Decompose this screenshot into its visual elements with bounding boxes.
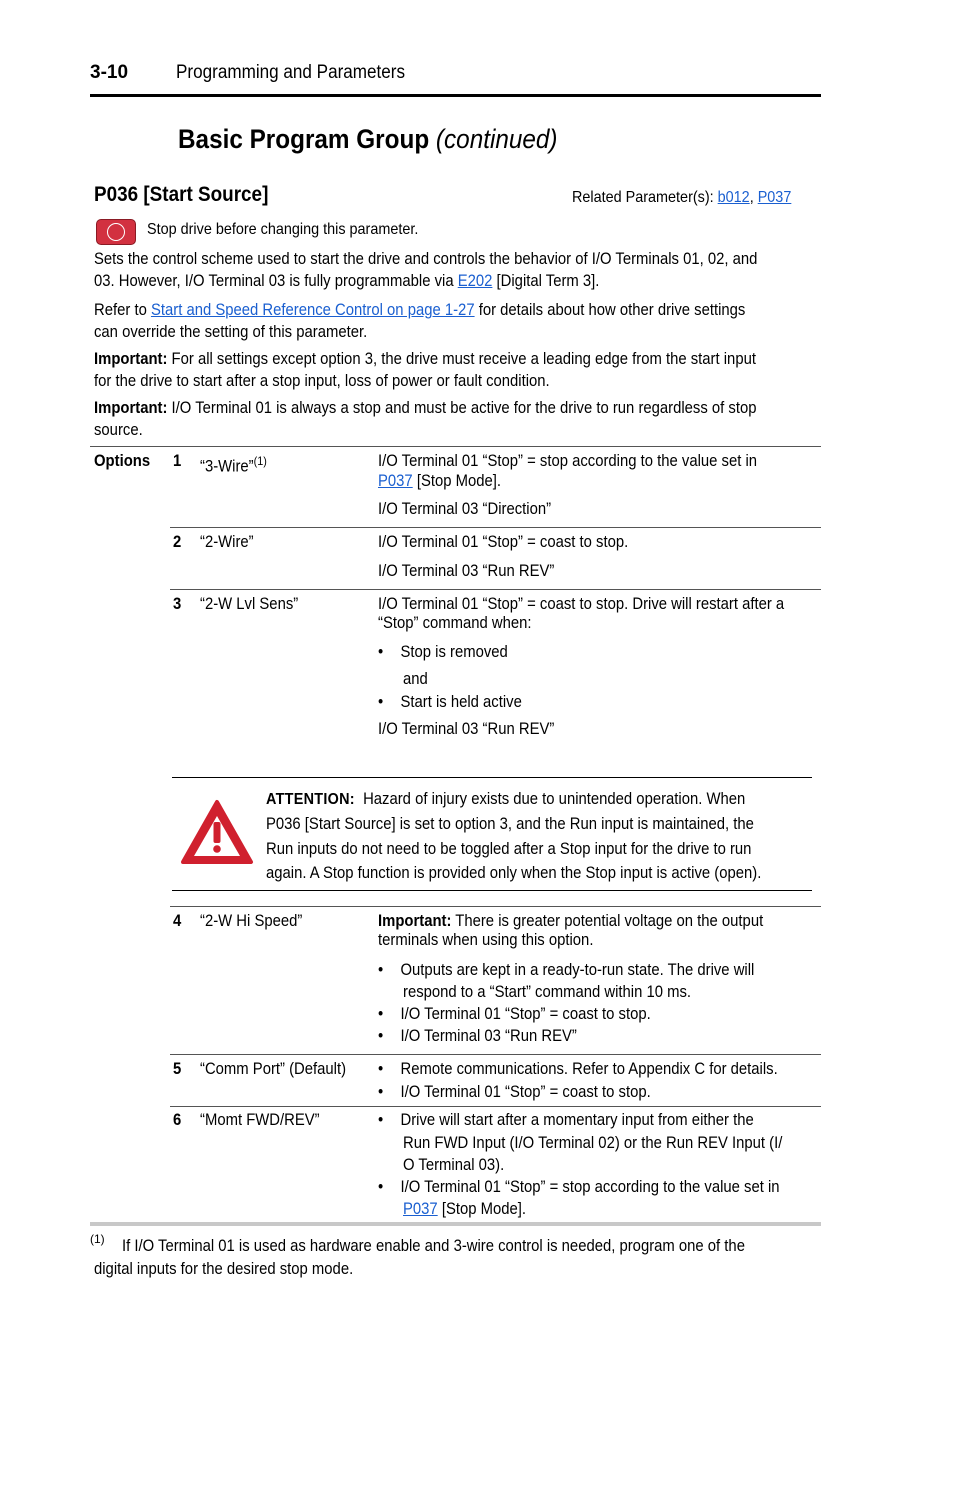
refer-paragraph xyxy=(94,299,884,343)
important-paragraph-1 xyxy=(94,348,884,392)
option-1-number: 1 xyxy=(173,452,182,470)
option-3-name: “2-W Lvl Sens” xyxy=(200,595,299,613)
attention-label: ATTENTION: xyxy=(266,791,355,808)
option-1-desc-3: I/O Terminal 03 “Direction” xyxy=(378,500,552,518)
attention-bottom-rule xyxy=(172,890,812,891)
header-rule xyxy=(90,94,821,97)
related-parameters: Related Parameter(s): b012, P037 xyxy=(572,189,792,206)
bullet: • xyxy=(378,1005,384,1023)
option-6-number: 6 xyxy=(173,1111,182,1129)
stop-notice: Stop drive before changing this parameter. xyxy=(147,221,419,238)
important-paragraph-2 xyxy=(94,397,884,441)
description-paragraph xyxy=(94,248,884,292)
option-rule xyxy=(170,1054,821,1055)
option-5-name: “Comm Port” (Default) xyxy=(200,1060,347,1078)
important-line-2: for the drive to start after a stop input, loss of power or fault condition. xyxy=(94,372,550,390)
option-4-desc-2: terminals when using this option. xyxy=(378,931,594,949)
table-bottom-rule xyxy=(90,1222,821,1226)
option-3-number: 3 xyxy=(173,595,182,613)
attention-line-2: P036 [Start Source] is set to option 3, and the Run input is maintained, the xyxy=(266,815,754,833)
bullet-text: Remote communications. Refer to Appendix C for details. xyxy=(400,1060,778,1078)
option-4-bullet-2 xyxy=(378,1003,651,1025)
option-3-bullet-1 xyxy=(378,641,508,663)
option-desc-text: There is greater potential voltage on the output xyxy=(451,912,764,930)
option-6-bullet-2 xyxy=(378,1176,780,1198)
option-3-desc-2: “Stop” command when: xyxy=(378,614,532,632)
link-e202[interactable]: E202 xyxy=(457,272,493,290)
option-rule xyxy=(170,1106,821,1107)
option-1-desc-1: I/O Terminal 01 “Stop” = stop according to the value set in xyxy=(378,452,758,470)
option-2-name: “2-Wire” xyxy=(200,533,254,551)
desc-line-1: Sets the control scheme used to start the drive and controls the behavior of I/O Terminals 01, 02, and xyxy=(94,250,758,268)
page-number: 3-10 xyxy=(90,62,129,83)
option-5-bullet-1 xyxy=(378,1058,778,1080)
footnote-mark: (1) xyxy=(90,1232,105,1246)
footnote-line-2: digital inputs for the desired stop mode. xyxy=(94,1260,354,1278)
option-6-bullet-1 xyxy=(378,1109,754,1131)
important-label: Important: xyxy=(94,399,168,417)
bullet-text: Start is held active xyxy=(400,693,522,711)
option-desc-text: [Stop Mode]. xyxy=(412,472,502,490)
footnote-ref: (1) xyxy=(253,454,267,468)
important-text: I/O Terminal 01 is always a stop and must be active for the drive to run regardless of stop xyxy=(167,399,757,417)
option-4-number: 4 xyxy=(173,912,182,930)
attention-top-rule xyxy=(172,777,812,778)
bullet-text: I/O Terminal 01 “Stop” = coast to stop. xyxy=(400,1005,651,1023)
option-rule xyxy=(170,906,821,907)
desc-text: 03. However, I/O Terminal 03 is fully programmable via xyxy=(94,272,458,290)
option-2-number: 2 xyxy=(173,533,182,551)
option-name-text: “3-Wire” xyxy=(200,457,254,476)
bullet: • xyxy=(378,1027,384,1045)
important-line-1 xyxy=(94,348,805,370)
group-title-main xyxy=(178,124,558,155)
bullet-text: [Stop Mode]. xyxy=(437,1200,527,1218)
attention-line-1 xyxy=(266,787,745,812)
warning-triangle-icon xyxy=(180,798,254,866)
attention-text: Hazard of injury exists due to unintended operation. When xyxy=(354,790,746,808)
option-rule xyxy=(170,527,821,528)
option-3-and: and xyxy=(403,670,428,688)
option-2-desc-2: I/O Terminal 03 “Run REV” xyxy=(378,562,555,580)
options-top-rule xyxy=(90,446,821,447)
link-p037-option1[interactable]: P037 xyxy=(378,472,413,490)
bullet-text: I/O Terminal 01 “Stop” = stop according to the value set in xyxy=(400,1178,780,1196)
option-4-bullet-3 xyxy=(378,1025,577,1047)
bullet: • xyxy=(378,1111,384,1129)
bullet: • xyxy=(378,961,384,979)
bullet: • xyxy=(378,1178,384,1196)
important-label: Important: xyxy=(378,912,452,930)
bullet: • xyxy=(378,1060,384,1078)
attention-line-3: Run inputs do not need to be toggled after a Stop input for the drive to run xyxy=(266,840,752,858)
option-2-desc-1: I/O Terminal 01 “Stop” = coast to stop. xyxy=(378,533,629,551)
option-3-desc-1: I/O Terminal 01 “Stop” = coast to stop. Drive will restart after a xyxy=(378,595,785,613)
link-start-speed-ref[interactable]: Start and Speed Reference Control on page 1-27 xyxy=(150,301,475,319)
bullet-text: I/O Terminal 01 “Stop” = coast to stop. xyxy=(400,1083,651,1101)
refer-text: for details about how other drive settings xyxy=(474,301,746,319)
bullet: • xyxy=(378,643,384,661)
desc-text: [Digital Term 3]. xyxy=(492,272,600,290)
option-4-name: “2-W Hi Speed” xyxy=(200,912,303,930)
bullet: • xyxy=(378,693,384,711)
option-4-bullet-1-cont: respond to a “Start” command within 10 ms. xyxy=(403,983,692,1001)
option-3-desc-3: I/O Terminal 03 “Run REV” xyxy=(378,720,555,738)
related-label: Related Parameter(s): xyxy=(572,189,714,206)
group-title-continued: (continued) xyxy=(435,124,558,154)
bullet-text: Outputs are kept in a ready-to-run state. The drive will xyxy=(400,961,755,979)
important2-line-2: source. xyxy=(94,421,143,439)
important-label: Important: xyxy=(94,350,168,368)
option-4-bullet-1 xyxy=(378,959,754,981)
bullet-text: Drive will start after a momentary input from either the xyxy=(400,1111,754,1129)
refer-line-2: can override the setting of this parameter. xyxy=(94,323,368,341)
option-3-bullet-2 xyxy=(378,691,522,713)
bullet: • xyxy=(378,1083,384,1101)
bullet-text: I/O Terminal 03 “Run REV” xyxy=(400,1027,577,1045)
link-b012[interactable]: b012 xyxy=(717,189,750,206)
option-1-desc-2 xyxy=(378,470,501,492)
footnote-line-1: If I/O Terminal 01 is used as hardware enable and 3-wire control is needed, program one of the xyxy=(122,1237,745,1255)
attention-line-4: again. A Stop function is provided only when the Stop input is active (open). xyxy=(266,864,762,882)
options-label: Options xyxy=(94,452,151,470)
desc-line-2 xyxy=(94,270,805,292)
parameter-title: P036 [Start Source] xyxy=(94,183,269,206)
refer-text: Refer to xyxy=(94,301,151,319)
link-p037-option6[interactable]: P037 xyxy=(403,1200,438,1218)
chapter-title: Programming and Parameters xyxy=(176,62,406,83)
option-rule xyxy=(170,589,821,590)
option-5-number: 5 xyxy=(173,1060,182,1078)
refer-line-1 xyxy=(94,299,805,321)
stop-ring xyxy=(107,223,125,241)
option-6-name: “Momt FWD/REV” xyxy=(200,1111,320,1129)
option-5-bullet-2 xyxy=(378,1081,651,1103)
bullet-text: Stop is removed xyxy=(400,643,508,661)
option-6-bullet-1-cont-1: Run FWD Input (I/O Terminal 02) or the Run REV Input (I/ xyxy=(403,1134,783,1152)
stop-drive-icon xyxy=(96,219,136,245)
option-6-bullet-1-cont-2: O Terminal 03). xyxy=(403,1156,505,1174)
important2-line-1 xyxy=(94,397,805,419)
link-p037[interactable]: P037 xyxy=(757,189,792,206)
important-text: For all settings except option 3, the drive must receive a leading edge from the start input xyxy=(167,350,756,368)
group-title xyxy=(178,124,600,155)
option-6-bullet-2-cont xyxy=(403,1198,526,1220)
group-title-text: Basic Program Group xyxy=(178,124,430,154)
option-1-name xyxy=(200,450,267,478)
